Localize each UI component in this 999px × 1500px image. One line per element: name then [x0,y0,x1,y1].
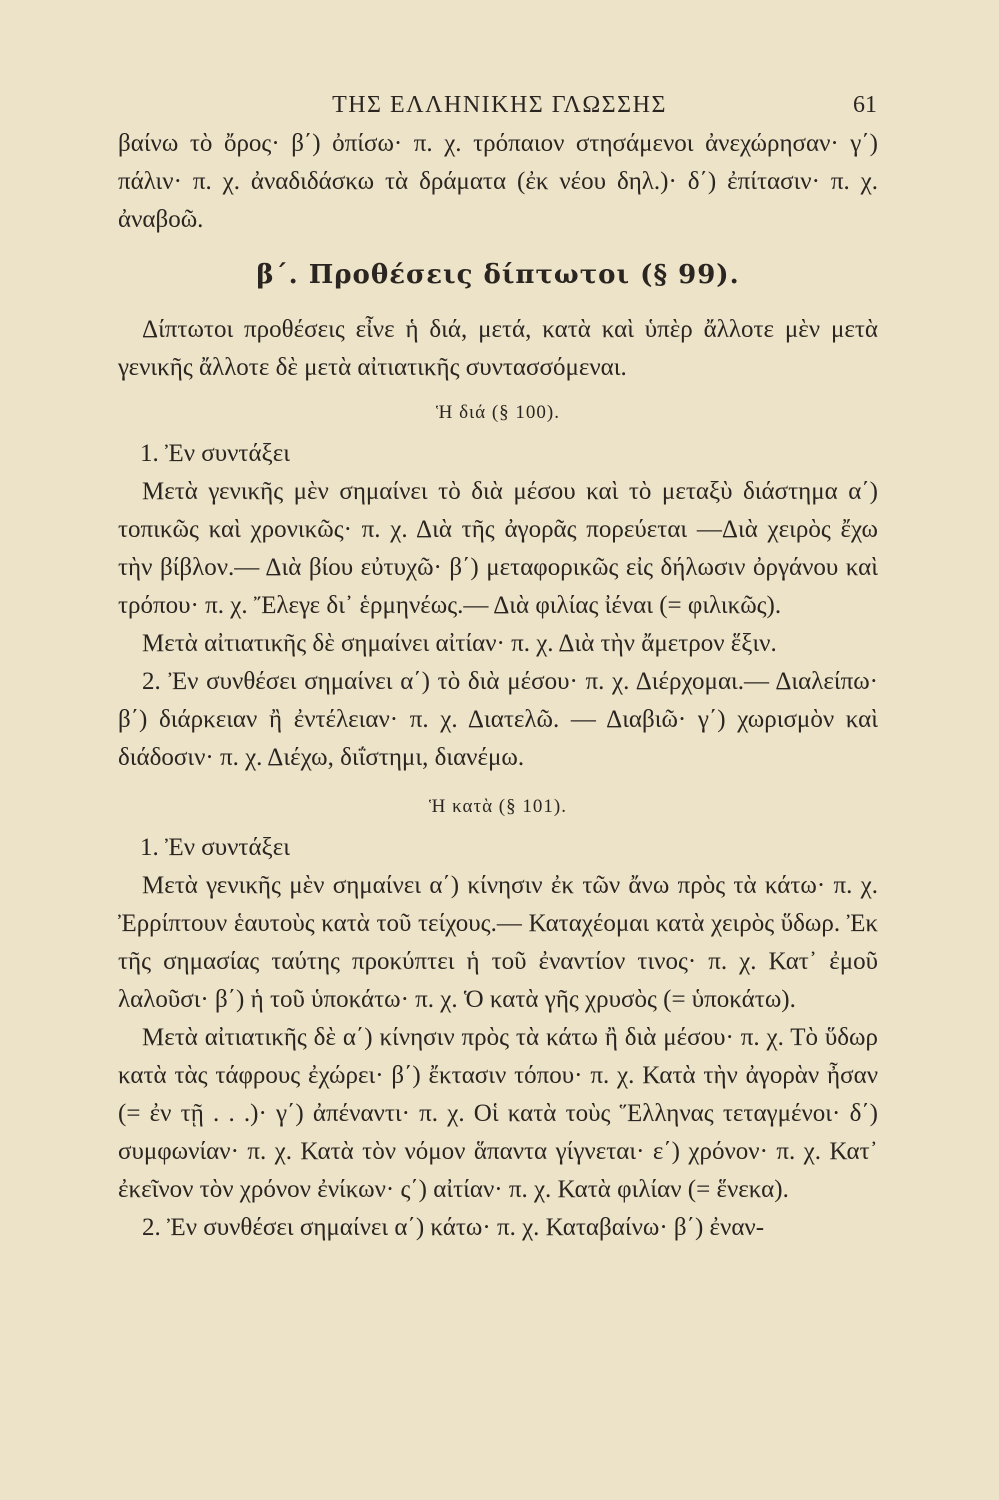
running-title: ΤΗΣ ΕΛΛΗΝΙΚΗΣ ΓΛΩΣΣΗΣ [332,92,667,118]
paragraph-dia-accusative: Μετὰ αἰτιατικῆς δὲ σημαίνει αἰτίαν· π. χ. Διὰ τὴν ἄμετρον ἕξιν. [142,630,777,657]
paragraph-kata-genitive: Μετὰ γενικῆς μὲν σημαίνει α΄) κίνησιν ἐκ τῶν ἄνω πρὸς τὰ κάτω· π. χ. Ἐρρίπτουν ἑαυτοὺς κατὰ τοῦ τείχους.— Καταχέομαι κατὰ χειρὸς ὕδωρ. Ἐκ τῆς σημασίας ταύτης προκύπτει ἡ τοῦ ἐναντίον τινος· π. χ. Κατ᾽ ἐμοῦ λαλοῦσι· β΄) ἡ τοῦ ὑποκάτω· π. χ. Ὁ κατὰ γῆς χρυσὸς (= ὑποκάτω). [118,872,878,1013]
paragraph-kata-accusative: Μετὰ αἰτιατικῆς δὲ α΄) κίνησιν πρὸς τὰ κάτω ἢ διὰ μέσου· π. χ. Τὸ ὕδωρ κατὰ τὰς τάφρους ἐχώρει· β΄) ἔκτασιν τόπου· π. χ. Κατὰ τὴν ἀγορὰν ἦσαν (= ἐν τῇ . . .)· γ΄) ἀπέναντι· π. χ. Οἱ κατὰ τοὺς Ἕλληνας τεταγμένοι· δ΄) συμφωνίαν· π. χ. Κατὰ τὸν νόμον ἅπαντα γίγνεται· ε΄) χρόνον· π. χ. Κατ᾽ ἐκεῖνον τὸν χρόνον ἐνίκων· ς΄) αἰτίαν· π. χ. Κατὰ φιλίαν (= ἕνεκα). [118,1024,878,1203]
paragraph-continuation: βαίνω τὸ ὄρος· β΄) ὀπίσω· π. χ. τρόπαιον στησάμενοι ἀνεχώρησαν· γ΄) πάλιν· π. χ. ἀναδιδάσκω τὰ δράματα (ἐκ νέου δηλ.)· δ΄) ἐπίτασιν· π. χ. ἀναβοῶ. [118,130,878,233]
numbered-heading-syntax: 1. Ἐν συντάξει [140,440,290,467]
paragraph-kata-composition: 2. Ἐν συνθέσει σημαίνει α΄) κάτω· π. χ. Καταβαίνω· β΄) ἐναν- [142,1214,765,1241]
subheading-kata: Ἡ κατὰ (§ 101). [429,796,567,817]
subheading-dia: Ἡ διά (§ 100). [435,402,560,423]
page-number: 61 [853,92,877,118]
page-body [118,125,878,1247]
paragraph-dia-genitive: Μετὰ γενικῆς μὲν σημαίνει τὸ διὰ μέσου καὶ τὸ μεταξὺ διάστημα α΄) τοπικῶς καὶ χρονικῶς· π. χ. Διὰ τῆς ἀγορᾶς πορεύεται —Διὰ χειρὸς ἔχω τὴν βίβλον.— Διὰ βίου εὐτυχῶ· β΄) μεταφορικῶς εἰς δήλωσιν ὀργάνου καὶ τρόπου· π. χ. Ἔλεγε δι᾽ ἑρμηνέως.— Διὰ φιλίας ἰέναι (= φιλικῶς). [118,478,878,619]
paragraph-dia-composition: 2. Ἐν συνθέσει σημαίνει α΄) τὸ διὰ μέσου· π. χ. Διέρχομαι.— Διαλείπω· β΄) διάρκειαν ἢ ἐντέλειαν· π. χ. Διατελῶ. — Διαβιῶ· γ΄) χωρισμὸν καὶ διάδοσιν· π. χ. Διέχω, διΐστημι, διανέμω. [118,668,878,771]
paragraph-intro: Δίπτωτοι προθέσεις εἶνε ἡ διά, μετά, κατὰ καὶ ὑπὲρ ἄλλοτε μὲν μετὰ γενικῆς ἄλλοτε δὲ μετὰ αἰτιατικῆς συντασσόμεναι. [118,316,878,381]
running-head [0,92,999,122]
numbered-heading-syntax-2: 1. Ἐν συντάξει [140,834,290,861]
section-heading: β΄. Προθέσεις δίπτωτοι (§ 99). [256,260,740,290]
